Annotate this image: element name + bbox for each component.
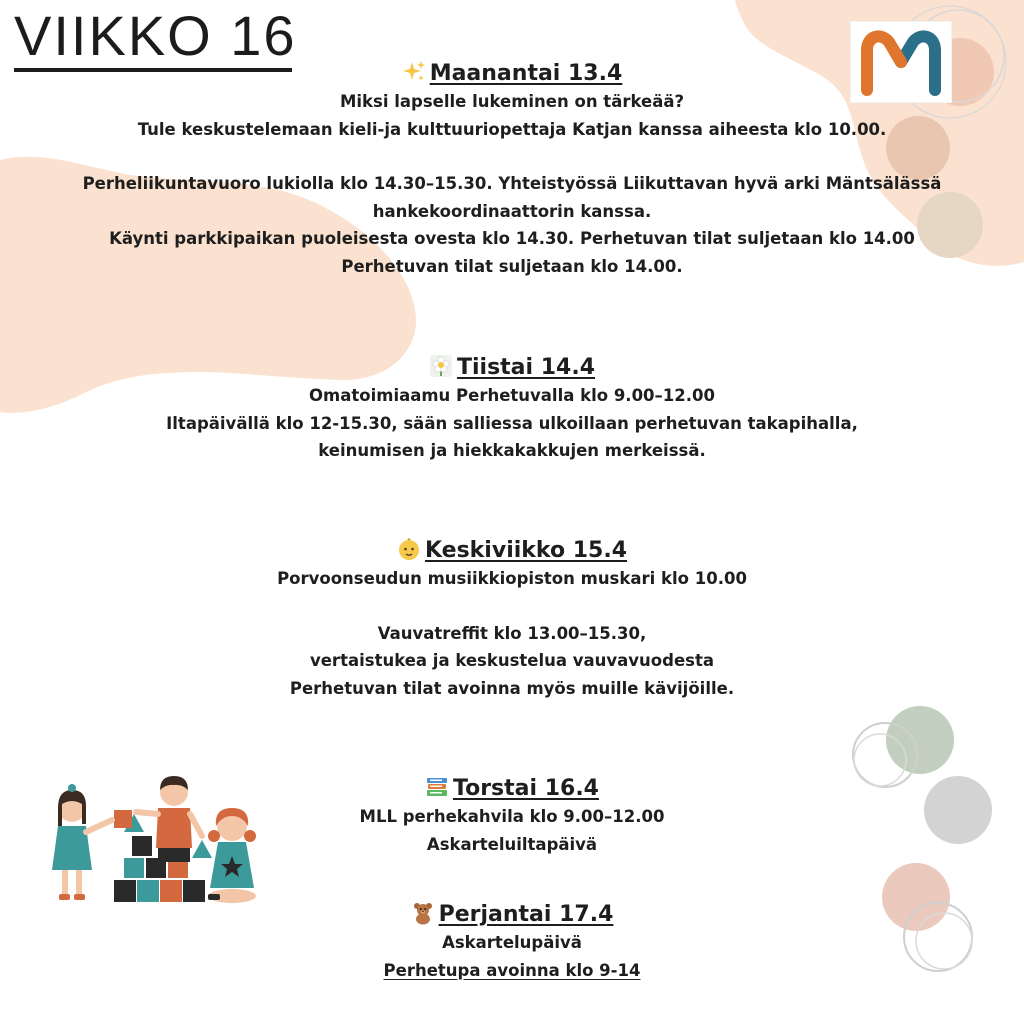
day-heading [0,354,1024,382]
text-line: Omatoimiaamu Perhetuvalla klo 9.00–12.00 [309,386,715,405]
text-line: Porvoonseudun musiikkiopiston muskari klo 10.00 [277,569,747,588]
text-line: vertaistukea ja keskustelua vauvavuodesta [309,651,714,670]
text-line: MLL perhekahvila klo 9.00–12.00 [359,807,665,826]
day-title: Perjantai 17.4 [438,902,614,927]
teddy-bear-icon [411,901,435,925]
baby-face-icon [397,537,421,561]
sparkles-icon [402,60,426,84]
text-line: keinumisen ja hiekkakakkujen merkeissä. [318,441,706,460]
day-title: Torstai 16.4 [453,776,599,801]
day-heading [0,537,1024,565]
day-wednesday [0,537,1024,702]
text-line: Iltapäivällä klo 12-15.30, sään salliessa ulkoillaan perhetuvan takapihalla, [166,413,858,433]
day-friday [0,901,1024,984]
text-line: Askarteluiltapäivä [426,834,598,854]
text-line: Tule keskustelemaan kieli-ja kulttuuriopettaja Katjan kanssa aiheesta klo 10.00. [137,119,887,139]
text-line: Askartelupäivä [442,933,582,952]
text-line: Vauvatreffit klo 13.00–15.30, [377,623,647,643]
day-heading [0,60,1024,88]
text-line: Perheliikuntavuoro lukiolla klo 14.30–15.30. Yhteistyössä Liikuttavan hyvä arki Mäntsälässä [82,174,942,193]
kids-playing-blocks-illustration [42,770,267,910]
text-line: hankekoordinaattorin kanssa. [372,201,652,221]
flower-icon [429,354,453,378]
text-line: Perhetuvan tilat suljetaan klo 14.00. [341,256,683,276]
week-title: VIIKKO 16 [14,4,297,67]
day-title: Maanantai 13.4 [429,61,623,86]
text-line: Käynti parkkipaikan puoleisesta ovesta klo 14.30. Perhetuvan tilat suljetaan klo 14.00 [109,229,915,248]
day-tuesday [0,354,1024,465]
day-title: Tiistai 14.4 [456,355,596,380]
text-line: Perhetuvan tilat avoinna myös muille kävijöille. [289,678,735,698]
day-monday [0,60,1024,280]
text-line: Perhetupa avoinna klo 9-14 [383,960,641,980]
text-line: Miksi lapselle lukeminen on tärkeää? [339,92,685,111]
books-icon [425,775,449,799]
day-title: Keskiviikko 15.4 [425,538,627,563]
